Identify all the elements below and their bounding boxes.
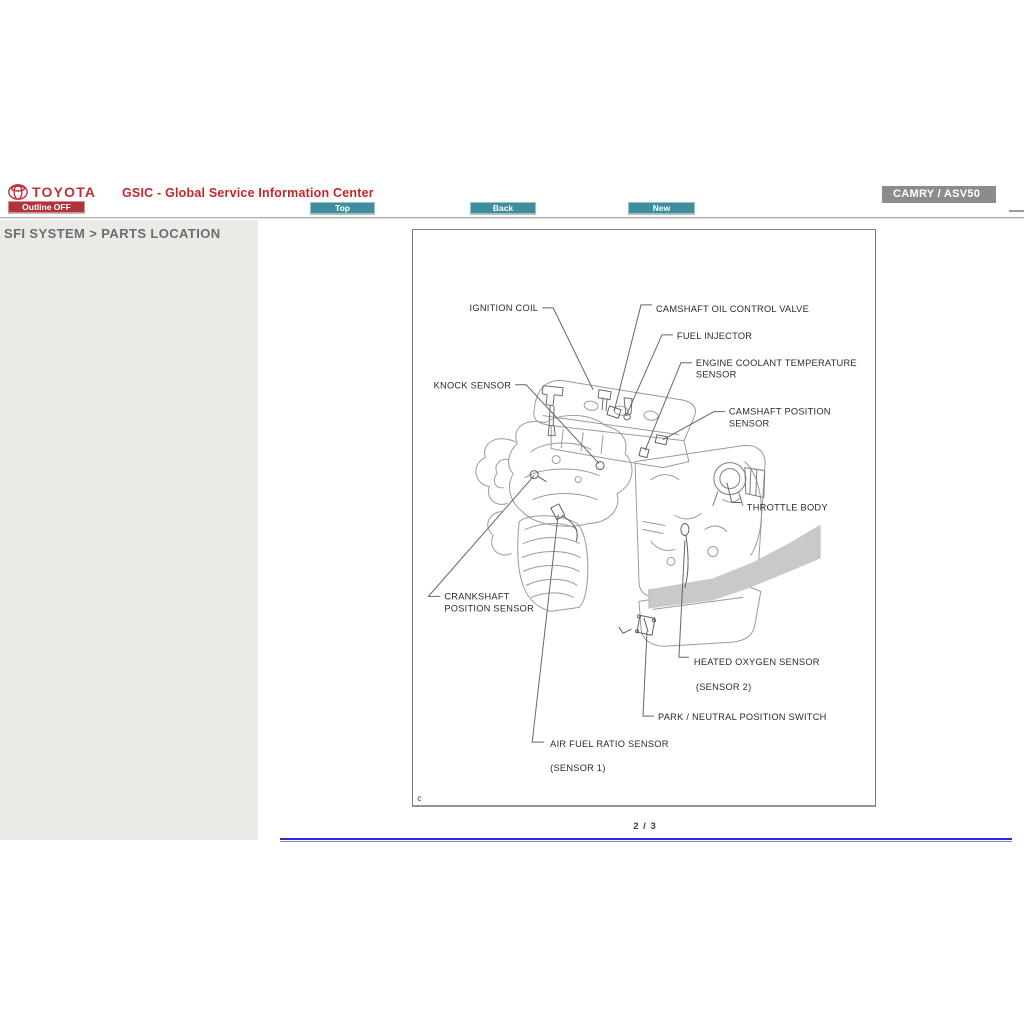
pager-divider bbox=[280, 838, 1012, 842]
new-button[interactable]: New bbox=[628, 202, 695, 214]
label-camshaft-oil-control-valve: CAMSHAFT OIL CONTROL VALVE bbox=[655, 303, 810, 314]
label-camshaft-position-2: SENSOR bbox=[728, 418, 770, 429]
parts-location-figure bbox=[412, 229, 876, 807]
label-park-neutral-switch: PARK / NEUTRAL POSITION SWITCH bbox=[657, 712, 827, 723]
scroll-corner-divider bbox=[1009, 210, 1024, 212]
vehicle-badge: CAMRY / ASV50 bbox=[882, 186, 996, 203]
label-heated-oxygen-sensor-sub: (SENSOR 2) bbox=[695, 682, 752, 693]
label-throttle-body: THROTTLE BODY bbox=[746, 502, 828, 513]
label-air-fuel-ratio-sensor-sub: (SENSOR 1) bbox=[550, 763, 606, 774]
sidebar-panel bbox=[0, 220, 258, 840]
toyota-logo bbox=[8, 184, 96, 200]
brand-name: TOYOTA bbox=[32, 184, 97, 200]
back-button[interactable]: Back bbox=[470, 202, 536, 214]
page-title: GSIC - Global Service Information Center bbox=[122, 186, 374, 200]
label-engine-coolant-temp-2: SENSOR bbox=[695, 369, 737, 380]
outline-off-button[interactable]: Outline OFF bbox=[8, 201, 85, 213]
label-crankshaft-2: POSITION SENSOR bbox=[444, 603, 535, 614]
toyota-emblem-icon bbox=[8, 184, 28, 200]
label-ignition-coil: IGNITION COIL bbox=[469, 302, 539, 313]
label-knock-sensor: KNOCK SENSOR bbox=[433, 380, 512, 391]
label-heated-oxygen-sensor: HEATED OXYGEN SENSOR bbox=[693, 657, 820, 668]
top-button[interactable]: Top bbox=[310, 202, 375, 214]
engine-diagram bbox=[413, 230, 875, 805]
breadcrumb: SFI SYSTEM > PARTS LOCATION bbox=[4, 226, 221, 241]
figure-corner-note: c bbox=[417, 794, 422, 804]
label-fuel-injector: FUEL INJECTOR bbox=[676, 330, 753, 341]
label-air-fuel-ratio-sensor: AIR FUEL RATIO SENSOR bbox=[550, 739, 669, 750]
header-divider bbox=[0, 217, 1024, 219]
label-engine-coolant-temp-1: ENGINE COOLANT TEMPERATURE bbox=[695, 357, 857, 368]
label-camshaft-position-1: CAMSHAFT POSITION bbox=[728, 406, 831, 417]
page-indicator: 2 / 3 bbox=[633, 821, 657, 832]
label-crankshaft-1: CRANKSHAFT bbox=[444, 591, 510, 602]
